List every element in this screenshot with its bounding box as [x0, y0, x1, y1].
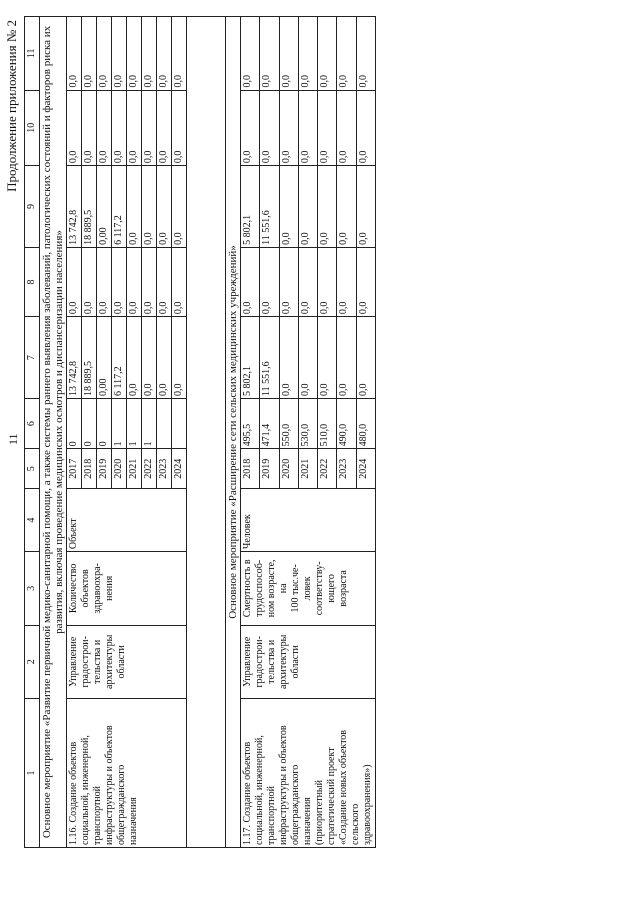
executor-cell — [67, 625, 187, 698]
value-cell: 0,0 — [97, 17, 112, 91]
measure-line: 1.17. Создание объектов — [242, 741, 253, 845]
value-cell: 0,0 — [172, 90, 187, 166]
value-cell: 0,0 — [172, 317, 187, 399]
value-cell: 11 551,6 — [260, 166, 279, 248]
column-number-1: 1 — [25, 699, 40, 848]
executor-line: тельства и — [266, 639, 277, 684]
value-cell: 0,0 — [298, 17, 317, 91]
value-cell: 0,0 — [298, 317, 317, 399]
year-cell: 2021 — [127, 449, 142, 489]
column-number-10: 10 — [25, 90, 40, 166]
column-number-2: 2 — [25, 625, 40, 698]
section-title-row — [226, 17, 241, 848]
column-number-9: 9 — [25, 166, 40, 248]
value-cell: 0,0 — [157, 247, 172, 316]
section-title-row — [40, 17, 67, 848]
year-cell: 2024 — [356, 449, 375, 489]
executor-line: области — [290, 645, 301, 679]
year-cell: 2022 — [142, 449, 157, 489]
executor-line: Управление — [242, 636, 253, 687]
value-cell: 0,0 — [356, 90, 375, 166]
value-cell: 0,00 — [97, 166, 112, 248]
measure-line: назначения — [128, 797, 139, 845]
value-cell: 490,0 — [337, 398, 356, 448]
value-cell: 0,00 — [97, 317, 112, 399]
measure-line: общегражданского — [290, 764, 301, 845]
column-number-4: 4 — [25, 489, 40, 552]
value-cell: 0,0 — [318, 317, 337, 399]
value-cell: 0,0 — [97, 247, 112, 316]
value-cell: 530,0 — [298, 398, 317, 448]
measure-line: «Создание новых объектов — [338, 729, 349, 845]
value-cell: 550,0 — [279, 398, 298, 448]
value-cell: 0,0 — [67, 247, 82, 316]
section-title: Основное мероприятие «Развитие первичной медико-санитарной помощи, а также системы раннего выявления заболеваний, патологических состояний и факторов риска их развития, включая проведение медицинских осмотров и диспансеризации населения» — [40, 17, 67, 848]
value-cell: 0,0 — [127, 90, 142, 166]
value-cell: 1 — [127, 398, 142, 448]
value-cell: 0,0 — [241, 17, 260, 91]
value-cell: 0,0 — [157, 17, 172, 91]
year-cell: 2021 — [298, 449, 317, 489]
measure-line: 1.16. Создание объектов — [68, 741, 79, 845]
value-cell: 6 117,2 — [112, 166, 127, 248]
value-cell: 0,0 — [142, 17, 157, 91]
program-table — [24, 16, 376, 848]
value-cell: 0,0 — [127, 317, 142, 399]
indicator-line: Смертность в — [242, 559, 253, 618]
year-row — [67, 17, 82, 848]
measure-line: назначения — [302, 797, 313, 845]
executor-line: тельства и — [92, 639, 103, 684]
indicator-line: объектов — [80, 569, 91, 608]
value-cell: 0,0 — [279, 90, 298, 166]
indicator-line: нения — [104, 575, 115, 601]
value-cell: 1 — [112, 398, 127, 448]
column-number-6: 6 — [25, 398, 40, 448]
value-cell: 0,0 — [260, 90, 279, 166]
value-cell: 0,0 — [318, 17, 337, 91]
value-cell: 0,0 — [279, 317, 298, 399]
measure-line: инфраструктуры и объектов — [278, 725, 289, 845]
value-cell: 0,0 — [260, 247, 279, 316]
value-cell: 0,0 — [356, 17, 375, 91]
executor-line: архитектуры — [104, 634, 115, 689]
value-cell: 0,0 — [112, 90, 127, 166]
value-cell: 0,0 — [318, 166, 337, 248]
indicator-line: ном возрасте, — [266, 559, 277, 618]
value-cell: 0,0 — [337, 166, 356, 248]
year-cell: 2017 — [67, 449, 82, 489]
value-cell: 0,0 — [298, 247, 317, 316]
measure-line: стратегический проект — [326, 747, 337, 845]
value-cell: 0,0 — [337, 317, 356, 399]
section-gap — [187, 17, 226, 848]
year-cell: 2018 — [82, 449, 97, 489]
measure-cell — [67, 699, 187, 848]
unit-cell: Объект — [67, 489, 187, 552]
indicator-line: здравоохра- — [92, 563, 103, 614]
value-cell: 0,0 — [279, 166, 298, 248]
value-cell: 11 551,6 — [260, 317, 279, 399]
value-cell: 0,0 — [172, 17, 187, 91]
year-cell: 2019 — [97, 449, 112, 489]
value-cell: 0,0 — [127, 166, 142, 248]
value-cell: 0,0 — [112, 247, 127, 316]
value-cell: 0,0 — [127, 247, 142, 316]
value-cell: 13 742,8 — [67, 317, 82, 399]
year-cell: 2023 — [157, 449, 172, 489]
indicator-line: Количество — [68, 563, 79, 614]
measure-line: инфраструктуры и объектов — [104, 725, 115, 845]
value-cell: 0,0 — [82, 17, 97, 91]
measure-line: социальной, инженерной, — [254, 735, 265, 845]
value-cell: 0,0 — [142, 247, 157, 316]
value-cell: 0,0 — [172, 247, 187, 316]
value-cell: 0,0 — [142, 166, 157, 248]
column-number-11: 11 — [25, 17, 40, 91]
indicator-line: ловек — [302, 576, 313, 601]
value-cell: 480,0 — [356, 398, 375, 448]
year-cell: 2020 — [279, 449, 298, 489]
value-cell: 0,0 — [298, 90, 317, 166]
value-cell: 0,0 — [356, 166, 375, 248]
value-cell: 5 802,1 — [241, 317, 260, 399]
indicator-line: на — [278, 583, 289, 594]
year-cell: 2022 — [318, 449, 337, 489]
value-cell: 0,0 — [127, 17, 142, 91]
measure-line: общегражданского — [116, 764, 127, 845]
page-number: 11 — [6, 433, 20, 445]
value-cell: 6 117,2 — [112, 317, 127, 399]
value-cell: 0,0 — [82, 90, 97, 166]
executor-line: Управление — [68, 636, 79, 687]
measure-line: сельского — [350, 803, 361, 845]
unit-cell: Человек — [241, 489, 376, 552]
year-cell: 2019 — [260, 449, 279, 489]
value-cell: 0,0 — [318, 90, 337, 166]
value-cell: 0,0 — [260, 17, 279, 91]
value-cell: 0,0 — [356, 317, 375, 399]
executor-cell — [241, 625, 376, 698]
value-cell: 0,0 — [67, 17, 82, 91]
value-cell: 0 — [97, 398, 112, 448]
value-cell: 495,5 — [241, 398, 260, 448]
value-cell: 0,0 — [142, 90, 157, 166]
value-cell: 0,0 — [157, 317, 172, 399]
value-cell: 0,0 — [337, 17, 356, 91]
executor-line: градострои- — [80, 636, 91, 688]
value-cell: 1 — [142, 398, 157, 448]
indicator-line: трудоспособ- — [254, 559, 265, 617]
indicator-line: возраста — [338, 570, 349, 607]
value-cell: 0,0 — [279, 247, 298, 316]
value-cell: 0,0 — [241, 90, 260, 166]
value-cell: 0,0 — [97, 90, 112, 166]
column-number-7: 7 — [25, 317, 40, 399]
indicator-line: ющего — [326, 574, 337, 603]
value-cell: 0,0 — [241, 247, 260, 316]
indicator-cell — [67, 552, 187, 625]
value-cell: 0,0 — [356, 247, 375, 316]
column-number-row — [25, 17, 40, 848]
measure-line: транспортной — [92, 785, 103, 845]
column-number-5: 5 — [25, 449, 40, 489]
year-cell: 2023 — [337, 449, 356, 489]
column-number-8: 8 — [25, 247, 40, 316]
executor-line: архитектуры — [278, 634, 289, 689]
value-cell: 0 — [82, 398, 97, 448]
value-cell: 0,0 — [337, 247, 356, 316]
measure-line: транспортной — [266, 785, 277, 845]
value-cell — [172, 398, 187, 448]
value-cell: 0,0 — [318, 247, 337, 316]
value-cell: 0,0 — [337, 90, 356, 166]
indicator-line: соответству- — [314, 561, 325, 616]
executor-line: области — [116, 645, 127, 679]
value-cell: 18 889,5 — [82, 166, 97, 248]
value-cell — [157, 398, 172, 448]
value-cell: 471,4 — [260, 398, 279, 448]
measure-line: социальной, инженерной, — [80, 735, 91, 845]
value-cell: 0,0 — [157, 90, 172, 166]
value-cell: 510,0 — [318, 398, 337, 448]
appendix-continuation: Продолжение приложения № 2 — [4, 20, 19, 192]
value-cell: 0,0 — [279, 17, 298, 91]
value-cell: 0,0 — [67, 90, 82, 166]
year-cell: 2024 — [172, 449, 187, 489]
measure-line: (приоритетный — [314, 780, 325, 845]
value-cell: 0 — [67, 398, 82, 448]
value-cell: 0,0 — [298, 166, 317, 248]
value-cell: 0,0 — [157, 166, 172, 248]
value-cell: 0,0 — [112, 17, 127, 91]
value-cell: 13 742,8 — [67, 166, 82, 248]
column-number-3: 3 — [25, 552, 40, 625]
measure-cell — [241, 699, 376, 848]
measure-line: здравоохранения») — [362, 764, 373, 845]
value-cell: 0,0 — [82, 247, 97, 316]
value-cell: 5 802,1 — [241, 166, 260, 248]
section-title: Основное мероприятие «Расширение сети сельских медицинских учреждений» — [226, 17, 241, 848]
executor-line: градострои- — [254, 636, 265, 688]
indicator-line: 100 тыс.че- — [290, 564, 301, 613]
year-cell: 2018 — [241, 449, 260, 489]
value-cell: 0,0 — [142, 317, 157, 399]
year-cell: 2020 — [112, 449, 127, 489]
value-cell: 0,0 — [172, 166, 187, 248]
indicator-cell — [241, 552, 376, 625]
year-row — [241, 17, 260, 848]
value-cell: 18 889,5 — [82, 317, 97, 399]
